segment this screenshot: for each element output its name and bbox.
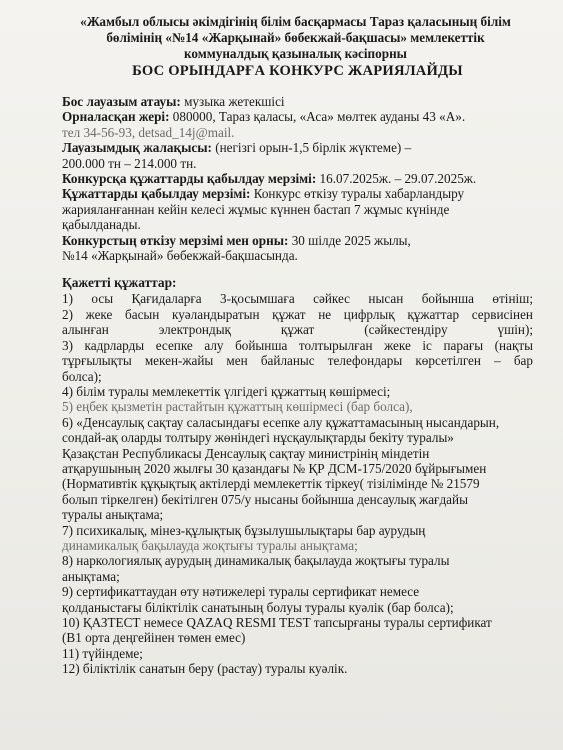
- doc-line: сондай-ақ оларды толтыру жөніндегі нұсқаулықтарды бекіту туралы»: [62, 430, 454, 446]
- doc-line: 10) ҚАЗТЕСТ немесе QAZAQ RESMI TEST тапсырғаны туралы сертификат: [62, 615, 492, 630]
- doc-line: (Нормативтік құқықтық актілерді мемлекеттік тіркеу( тізілімінде № 21579: [62, 476, 480, 492]
- acceptance-line-3: қабылданады.: [62, 217, 141, 233]
- page-title: БОС ОРЫНДАРҒА КОНКУРС ЖАРИЯЛАЙДЫ: [132, 63, 463, 79]
- doc-line: алынған электрондық құжат (сәйкестендіру үшін);: [62, 322, 533, 338]
- position-row: [62, 94, 533, 109]
- doc-line: 6) «Денсаулық сақтау саласындағы есепке алу құжаттамасының нысандарын,: [62, 414, 500, 430]
- doc-line: 11) түйіндеме;: [62, 645, 143, 661]
- location-row: [62, 109, 533, 124]
- acceptance-value: Конкурс өткізу туралы хабарландыру: [250, 186, 465, 202]
- doc-line: тұрғылықты мекен-жайы мен байланыс телефондары көрсетілген – бар: [62, 353, 533, 369]
- doc-line: туралы анықтама;: [62, 507, 164, 523]
- header-line-2: бөлімінің «№14 «Жарқынай» бөбекжай-бақшасы» мемлекеттік: [106, 30, 485, 45]
- position-label: Бос лауазым атауы:: [62, 94, 181, 109]
- deadline-row: [62, 171, 533, 186]
- doc-line: динамикалық бақылауда жоқтығы туралы анықтама;: [62, 537, 358, 553]
- doc-line: болса);: [62, 368, 102, 384]
- deadline-value: 16.07.2025ж. – 29.07.2025ж.: [316, 171, 477, 187]
- doc-line: 9) сертификаттаудан өту нәтижелері туралы сертификат немесе: [62, 584, 420, 600]
- doc-line: 2) жеке басын куәландыратын құжат не цифрлық құжаттар сервисінен: [62, 306, 533, 322]
- doc-line: 1) осы Қағидаларға 3-қосымшаға сәйкес нысан бойынша өтініш;: [62, 291, 533, 307]
- deadline-label: Конкурсқа құжаттарды қабылдау мерзімі:: [62, 171, 317, 187]
- venue-row: [62, 233, 533, 248]
- acceptance-line-2: жарияланғаннан кейін келесі жұмыс күннен бастап 7 жұмыс күнінде: [62, 201, 450, 217]
- documents-list: [62, 291, 533, 676]
- salary-row: [62, 140, 533, 155]
- contacts-row: тел 34-56-93, detsad_14j@mail.: [62, 124, 235, 140]
- salary-range: 200.000 тн – 214.000 тн.: [62, 155, 197, 171]
- doc-line: анықтама;: [62, 568, 120, 584]
- doc-line: 4) білім туралы мемлекеттік үлгідегі құжаттың көшірмесі;: [62, 383, 391, 399]
- position-value: музыка жетекшісі: [180, 94, 285, 109]
- header-line-3: коммуналдық қазыналық кәсіпорны: [184, 46, 407, 61]
- doc-line: Қазақстан Республикасы Денсаулық сақтау министрінің міндетін: [62, 445, 430, 461]
- documents-heading: Қажетті құжаттар:: [62, 275, 177, 291]
- doc-line: қолданыстағы біліктілік санатының болуы туралы куәлік (бар болса);: [62, 599, 454, 615]
- venue-value: 30 шілде 2025 жылы,: [288, 232, 411, 248]
- organization-header: [52, 14, 539, 62]
- acceptance-row: [62, 186, 533, 201]
- doc-line: 12) біліктілік санатын беру (растау) туралы куәлік.: [62, 661, 348, 677]
- doc-line: 7) психикалық, мінез-құлықтық бұзылушылықтары бар аурудың: [62, 522, 426, 538]
- doc-line: 8) наркологиялық аурудың динамикалық бақылауда жоқтығы туралы: [62, 553, 450, 569]
- doc-line: атқарушының 2020 жылғы 30 қазандағы № ҚР ДСМ-175/2020 бұйрығымен: [62, 460, 487, 476]
- location-label: Орналасқан жері:: [62, 109, 170, 125]
- doc-line: болып тіркелген) бекітілген 075/у нысаны бойынша денсаулық жағдайы: [62, 491, 468, 507]
- doc-line: 3) кадрларды есепке алу бойынша толтырылған жеке іс парағы (нақты: [62, 337, 533, 353]
- venue-line-2: №14 «Жарқынай» бөбекжай-бақшасында.: [62, 248, 298, 264]
- location-value: 080000, Тараз қаласы, «Аса» мөлтек ауданы 43 «А».: [169, 109, 466, 125]
- venue-label: Конкурстың өткізу мерзімі мен орны:: [62, 232, 289, 248]
- salary-value: (негізгі орын-1,5 бірлік жүктеме) –: [211, 140, 412, 156]
- doc-line: (В1 орта деңгейінен төмен емес): [62, 630, 246, 646]
- salary-label: Лауазымдық жалақысы:: [62, 140, 212, 156]
- header-line-1: «Жамбыл облысы әкімдігінің білім басқармасы Тараз қаласының білім: [80, 14, 511, 29]
- doc-line: 5) еңбек қызметін растайтын құжаттың көшірмесі (бар болса),: [62, 399, 413, 415]
- acceptance-label: Құжаттарды қабылдау мерзімі:: [62, 186, 251, 202]
